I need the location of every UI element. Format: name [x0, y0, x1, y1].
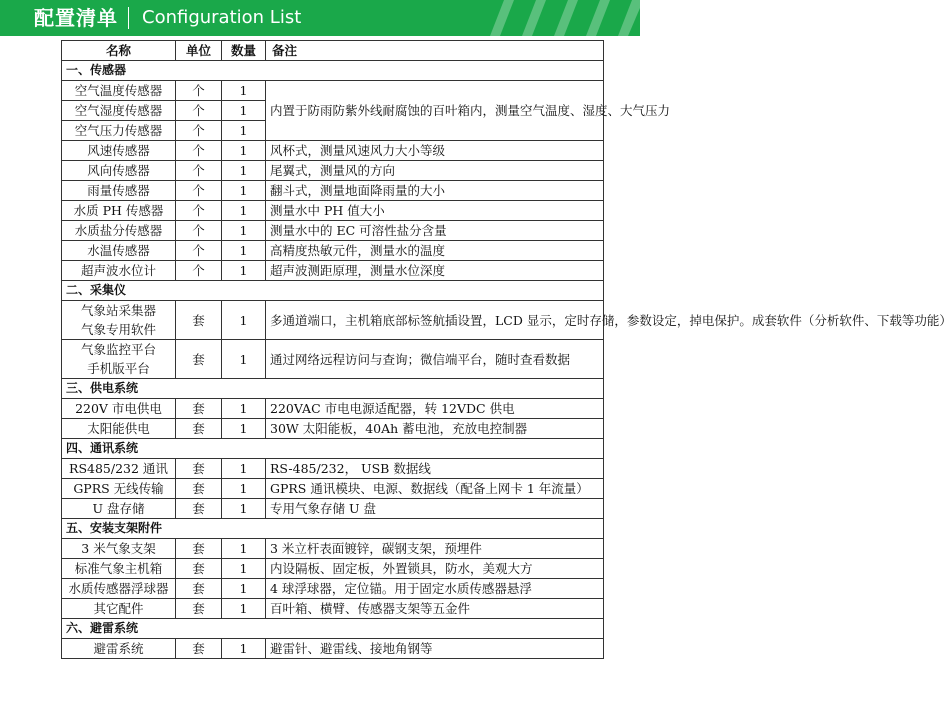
section-row [62, 619, 604, 639]
item-name: 水质盐分传感器 [62, 221, 176, 241]
item-note: 4 球浮球器，定位锚。用于固定水质传感器悬浮 [266, 579, 604, 599]
table-row [62, 559, 604, 579]
item-unit: 个 [176, 101, 222, 121]
item-qty: 1 [222, 301, 266, 340]
section-title: 一、传感器 [62, 61, 604, 81]
item-note: 百叶箱、横臂、传感器支架等五金件 [266, 599, 604, 619]
page-subtitle: Configuration List [142, 7, 302, 28]
item-note: 3 米立杆表面镀锌，碳钢支架，预埋件 [266, 539, 604, 559]
item-name: 其它配件 [62, 599, 176, 619]
item-unit: 个 [176, 121, 222, 141]
item-note: GPRS 通讯模块、电源、数据线（配备上网卡 1 年流量） [266, 479, 604, 499]
table-row [62, 399, 604, 419]
item-note: 避雷针、避雷线、接地角钢等 [266, 639, 604, 659]
item-qty: 1 [222, 161, 266, 181]
item-unit: 套 [176, 579, 222, 599]
item-qty: 1 [222, 201, 266, 221]
item-qty: 1 [222, 419, 266, 439]
item-name: 空气压力传感器 [62, 121, 176, 141]
item-note: 测量水中 PH 值大小 [266, 201, 604, 221]
item-name: 空气温度传感器 [62, 81, 176, 101]
section-title: 二、采集仪 [62, 281, 604, 301]
column-header-note: 备注 [266, 41, 604, 61]
header-banner [0, 0, 640, 36]
item-note: 220VAC 市电电源适配器，转 12VDC 供电 [266, 399, 604, 419]
item-name: RS485/232 通讯 [62, 459, 176, 479]
item-qty: 1 [222, 399, 266, 419]
item-name: 超声波水位计 [62, 261, 176, 281]
item-note: 专用气象存储 U 盘 [266, 499, 604, 519]
item-unit: 套 [176, 459, 222, 479]
item-name-line: 手机版平台 [87, 361, 150, 376]
item-unit: 个 [176, 221, 222, 241]
item-name: 风向传感器 [62, 161, 176, 181]
item-unit: 个 [176, 241, 222, 261]
section-title: 三、供电系统 [62, 379, 604, 399]
item-name: 水质 PH 传感器 [62, 201, 176, 221]
item-unit: 套 [176, 559, 222, 579]
item-note: RS-485/232， USB 数据线 [266, 459, 604, 479]
item-qty: 1 [222, 241, 266, 261]
item-qty: 1 [222, 639, 266, 659]
item-qty: 1 [222, 479, 266, 499]
item-unit: 套 [176, 340, 222, 379]
section-row [62, 61, 604, 81]
table-row [62, 539, 604, 559]
item-name [62, 340, 176, 379]
item-qty: 1 [222, 539, 266, 559]
item-qty: 1 [222, 81, 266, 101]
table-row [62, 599, 604, 619]
table-row [62, 221, 604, 241]
item-name: 太阳能供电 [62, 419, 176, 439]
item-unit: 套 [176, 301, 222, 340]
item-qty: 1 [222, 579, 266, 599]
item-qty: 1 [222, 141, 266, 161]
table-row [62, 499, 604, 519]
item-qty: 1 [222, 261, 266, 281]
item-unit: 套 [176, 399, 222, 419]
item-unit: 个 [176, 81, 222, 101]
table-row [62, 301, 604, 340]
table-row [62, 459, 604, 479]
item-unit: 套 [176, 499, 222, 519]
item-qty: 1 [222, 559, 266, 579]
item-name-line: 气象站采集器 [80, 303, 156, 318]
item-name-line: 气象专用软件 [80, 322, 156, 337]
decorative-stripes-icon [470, 0, 640, 36]
table-row [62, 479, 604, 499]
table-row [62, 639, 604, 659]
section-title: 六、避雷系统 [62, 619, 604, 639]
item-qty: 1 [222, 340, 266, 379]
item-unit: 个 [176, 181, 222, 201]
item-name: 雨量传感器 [62, 181, 176, 201]
table-row [62, 419, 604, 439]
item-unit: 套 [176, 479, 222, 499]
item-note: 翻斗式，测量地面降雨量的大小 [266, 181, 604, 201]
item-name: 220V 市电供电 [62, 399, 176, 419]
item-unit: 套 [176, 599, 222, 619]
item-name: 水温传感器 [62, 241, 176, 261]
item-note: 超声波测距原理，测量水位深度 [266, 261, 604, 281]
item-qty: 1 [222, 101, 266, 121]
table-row [62, 161, 604, 181]
item-unit: 套 [176, 639, 222, 659]
item-qty: 1 [222, 459, 266, 479]
item-name: U 盘存储 [62, 499, 176, 519]
item-qty: 1 [222, 121, 266, 141]
column-header-name: 名称 [62, 41, 176, 61]
item-note: 高精度热敏元件，测量水的温度 [266, 241, 604, 261]
item-unit: 个 [176, 161, 222, 181]
table-row [62, 201, 604, 221]
table-row [62, 181, 604, 201]
section-title: 四、通讯系统 [62, 439, 604, 459]
section-row [62, 281, 604, 301]
page-title: 配置清单 [34, 6, 118, 30]
table-row [62, 579, 604, 599]
table-row [62, 81, 604, 101]
column-header-unit: 单位 [176, 41, 222, 61]
item-unit: 套 [176, 539, 222, 559]
item-unit: 个 [176, 141, 222, 161]
item-note: 多通道端口，主机箱底部标签航插设置，LCD 显示，定时存储，参数设定，掉电保护。成套软件（分析软件、下载等功能） [266, 301, 604, 340]
item-qty: 1 [222, 499, 266, 519]
item-name: GPRS 无线传输 [62, 479, 176, 499]
item-unit: 个 [176, 201, 222, 221]
item-unit: 套 [176, 419, 222, 439]
item-note: 风杯式，测量风速风力大小等级 [266, 141, 604, 161]
item-unit: 个 [176, 261, 222, 281]
column-header-qty: 数量 [222, 41, 266, 61]
table-row [62, 261, 604, 281]
section-row [62, 379, 604, 399]
item-note: 测量水中的 EC 可溶性盐分含量 [266, 221, 604, 241]
table-header-row [62, 41, 604, 61]
section-row [62, 519, 604, 539]
configuration-table [61, 40, 952, 659]
item-name: 水质传感器浮球器 [62, 579, 176, 599]
section-row [62, 439, 604, 459]
table-row [62, 241, 604, 261]
item-qty: 1 [222, 599, 266, 619]
item-qty: 1 [222, 181, 266, 201]
item-note: 30W 太阳能板，40Ah 蓄电池，充放电控制器 [266, 419, 604, 439]
item-name: 标准气象主机箱 [62, 559, 176, 579]
section-title: 五、安装支架附件 [62, 519, 604, 539]
item-name: 避雷系统 [62, 639, 176, 659]
item-note: 内设隔板、固定板，外置锁具，防水，美观大方 [266, 559, 604, 579]
item-name [62, 301, 176, 340]
item-note: 内置于防雨防紫外线耐腐蚀的百叶箱内，测量空气温度、湿度、大气压力 [266, 81, 604, 141]
item-name: 空气湿度传感器 [62, 101, 176, 121]
item-name: 风速传感器 [62, 141, 176, 161]
item-note: 尾翼式，测量风的方向 [266, 161, 604, 181]
table-row [62, 340, 604, 379]
item-name: 3 米气象支架 [62, 539, 176, 559]
item-name-line: 气象监控平台 [80, 342, 156, 357]
title-separator [128, 7, 129, 29]
item-qty: 1 [222, 221, 266, 241]
table-row [62, 141, 604, 161]
item-note: 通过网络远程访问与查询；微信端平台，随时查看数据 [266, 340, 604, 379]
